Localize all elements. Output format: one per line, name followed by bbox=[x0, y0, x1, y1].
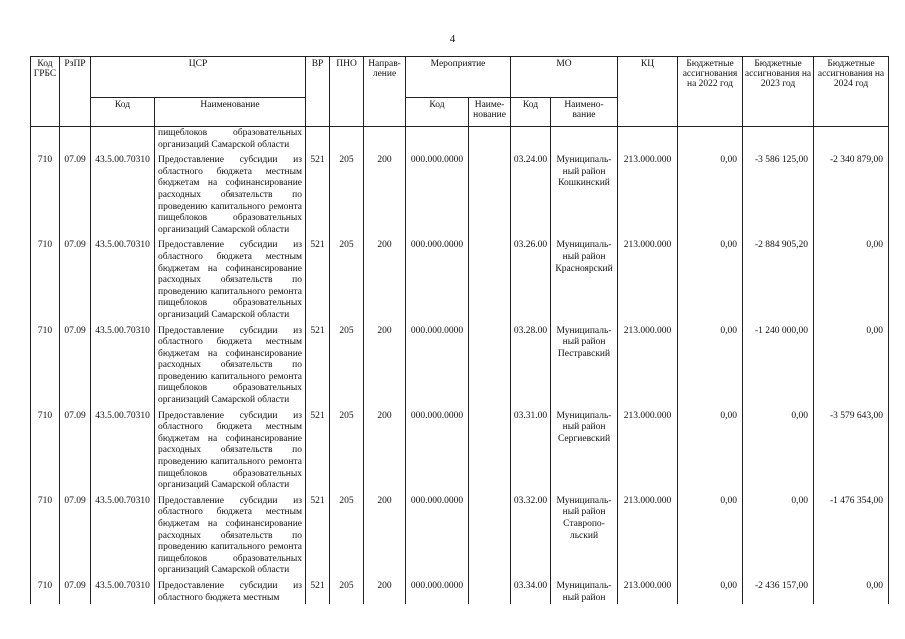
mo-name-cell: Муниципаль- ный район bbox=[551, 577, 618, 604]
table-row bbox=[31, 492, 889, 577]
budget-2023-cell: -3 586 125,00 bbox=[743, 151, 814, 236]
pno-cell: 205 bbox=[330, 492, 364, 577]
grbs-cell: 710 bbox=[31, 577, 60, 604]
rzpr-cell: 07.09 bbox=[60, 577, 91, 604]
grbs-cell: 710 bbox=[31, 236, 60, 321]
header-kod-grbs: Код ГРБС bbox=[31, 57, 60, 127]
csr-code-cell: 43.5.00.70310 bbox=[91, 492, 155, 577]
csr-name-cell: Предоставление субсидии из областного бюджета местным бюджетам на софинансирование расходных обязательств по проведению капитального ремонта пищеблоков образовательных организаций Самарской области bbox=[155, 236, 306, 321]
header-budget-2024: Бюджетные ассигнования на 2024 год bbox=[814, 57, 889, 127]
pno-cell: 205 bbox=[330, 151, 364, 236]
budget-2022-cell: 0,00 bbox=[678, 322, 743, 407]
direction-cell: 200 bbox=[364, 407, 406, 492]
mo-code-cell: 03.32.00 bbox=[511, 492, 551, 577]
rzpr-cell: 07.09 bbox=[60, 322, 91, 407]
event-code-cell: 000.000.0000 bbox=[406, 577, 469, 604]
kc-cell: 213.000.000 bbox=[618, 236, 678, 321]
csr-name-cell: Предоставление субсидии из областного бюджета местным бюджетам на софинансирование расходных обязательств по проведению капитального ремонта пищеблоков образовательных организаций Самарской области bbox=[155, 322, 306, 407]
budget-2024-cell: 0,00 bbox=[814, 236, 889, 321]
table-body bbox=[31, 127, 889, 605]
direction-cell: 200 bbox=[364, 492, 406, 577]
header-mo-name: Наимено- вание bbox=[551, 98, 618, 127]
mo-code-cell: 03.34.00 bbox=[511, 577, 551, 604]
vr-cell: 521 bbox=[306, 236, 330, 321]
header-event-name: Наиме- нование bbox=[469, 98, 511, 127]
budget-2023-cell: -2 884 905,20 bbox=[743, 236, 814, 321]
csr-name-cell: Предоставление субсидии из областного бюджета местным бюджетам на софинансирование расходных обязательств по проведению капитального ремонта пищеблоков образовательных организаций Самарской области bbox=[155, 407, 306, 492]
csr-code-cell: 43.5.00.70310 bbox=[91, 577, 155, 604]
budget-2024-cell: 0,00 bbox=[814, 577, 889, 604]
budget-2023-cell: 0,00 bbox=[743, 407, 814, 492]
header-budget-2022: Бюджетные ассигнования на 2022 год bbox=[678, 57, 743, 127]
table-row bbox=[31, 322, 889, 407]
table-row bbox=[31, 577, 889, 604]
budget-2022-cell: 0,00 bbox=[678, 492, 743, 577]
event-code-cell: 000.000.0000 bbox=[406, 151, 469, 236]
page-top-edge bbox=[0, 0, 905, 1]
event-name-cell bbox=[469, 236, 511, 321]
vr-cell: 521 bbox=[306, 492, 330, 577]
budget-2023-cell: -2 436 157,00 bbox=[743, 577, 814, 604]
header-vr: ВР bbox=[306, 57, 330, 127]
header-pno: ПНО bbox=[330, 57, 364, 127]
continuation-text: пищеблоков образовательных организаций Самарской области bbox=[155, 127, 306, 152]
csr-name-cell: Предоставление субсидии из областного бюджета местным бюджетам на софинансирование расходных обязательств по проведению капитального ремонта пищеблоков образовательных организаций Самарской области bbox=[155, 151, 306, 236]
rzpr-cell: 07.09 bbox=[60, 407, 91, 492]
vr-cell: 521 bbox=[306, 577, 330, 604]
csr-name-cell: Предоставление субсидии из областного бюджета местным bbox=[155, 577, 306, 604]
rzpr-cell: 07.09 bbox=[60, 492, 91, 577]
csr-name-cell: Предоставление субсидии из областного бюджета местным бюджетам на софинансирование расходных обязательств по проведению капитального ремонта пищеблоков образовательных организаций Самарской области bbox=[155, 492, 306, 577]
budget-2024-cell: 0,00 bbox=[814, 322, 889, 407]
budget-2024-cell: -3 579 643,00 bbox=[814, 407, 889, 492]
grbs-cell: 710 bbox=[31, 492, 60, 577]
mo-name-cell: Муниципаль- ный район Красноярский bbox=[551, 236, 618, 321]
mo-code-cell: 03.28.00 bbox=[511, 322, 551, 407]
grbs-cell: 710 bbox=[31, 322, 60, 407]
mo-name-cell: Муниципаль- ный район Пестравский bbox=[551, 322, 618, 407]
table-header bbox=[31, 57, 889, 127]
mo-code-cell: 03.26.00 bbox=[511, 236, 551, 321]
header-mo-kod: Код bbox=[511, 98, 551, 127]
event-name-cell bbox=[469, 322, 511, 407]
header-event-kod: Код bbox=[406, 98, 469, 127]
direction-cell: 200 bbox=[364, 322, 406, 407]
pno-cell: 205 bbox=[330, 236, 364, 321]
event-name-cell bbox=[469, 407, 511, 492]
kc-cell: 213.000.000 bbox=[618, 577, 678, 604]
pno-cell: 205 bbox=[330, 577, 364, 604]
csr-code-cell: 43.5.00.70310 bbox=[91, 322, 155, 407]
grbs-cell: 710 bbox=[31, 407, 60, 492]
header-rzpr: РзПР bbox=[60, 57, 91, 127]
direction-cell: 200 bbox=[364, 151, 406, 236]
csr-code-cell: 43.5.00.70310 bbox=[91, 151, 155, 236]
mo-name-cell: Муниципаль- ный район Ставропо- льский bbox=[551, 492, 618, 577]
vr-cell: 521 bbox=[306, 322, 330, 407]
budget-2022-cell: 0,00 bbox=[678, 577, 743, 604]
vr-cell: 521 bbox=[306, 151, 330, 236]
mo-code-cell: 03.31.00 bbox=[511, 407, 551, 492]
budget-2022-cell: 0,00 bbox=[678, 151, 743, 236]
kc-cell: 213.000.000 bbox=[618, 322, 678, 407]
kc-cell: 213.000.000 bbox=[618, 492, 678, 577]
mo-name-cell: Муниципаль- ный район Кошкинский bbox=[551, 151, 618, 236]
csr-code-cell: 43.5.00.70310 bbox=[91, 236, 155, 321]
event-code-cell: 000.000.0000 bbox=[406, 492, 469, 577]
csr-code-cell: 43.5.00.70310 bbox=[91, 407, 155, 492]
mo-name-cell: Муниципаль- ный район Сергиевский bbox=[551, 407, 618, 492]
header-csr-kod: Код bbox=[91, 98, 155, 127]
grbs-cell: 710 bbox=[31, 151, 60, 236]
event-code-cell: 000.000.0000 bbox=[406, 407, 469, 492]
header-event: Мероприятие bbox=[406, 57, 511, 98]
kc-cell: 213.000.000 bbox=[618, 151, 678, 236]
event-code-cell: 000.000.0000 bbox=[406, 236, 469, 321]
table-row bbox=[31, 236, 889, 321]
header-csr: ЦСР bbox=[91, 57, 306, 98]
continuation-row bbox=[31, 127, 889, 152]
event-name-cell bbox=[469, 151, 511, 236]
event-code-cell: 000.000.0000 bbox=[406, 322, 469, 407]
kc-cell: 213.000.000 bbox=[618, 407, 678, 492]
budget-2024-cell: -2 340 879,00 bbox=[814, 151, 889, 236]
header-csr-name: Наименование bbox=[155, 98, 306, 127]
direction-cell: 200 bbox=[364, 577, 406, 604]
mo-code-cell: 03.24.00 bbox=[511, 151, 551, 236]
event-name-cell bbox=[469, 492, 511, 577]
budget-2023-cell: -1 240 000,00 bbox=[743, 322, 814, 407]
vr-cell: 521 bbox=[306, 407, 330, 492]
header-kc: КЦ bbox=[618, 57, 678, 127]
header-direction: Направ- ление bbox=[364, 57, 406, 127]
table-row bbox=[31, 407, 889, 492]
budget-2022-cell: 0,00 bbox=[678, 407, 743, 492]
pno-cell: 205 bbox=[330, 407, 364, 492]
budget-2023-cell: 0,00 bbox=[743, 492, 814, 577]
page-number: 4 bbox=[449, 33, 456, 45]
pno-cell: 205 bbox=[330, 322, 364, 407]
budget-2022-cell: 0,00 bbox=[678, 236, 743, 321]
table-row bbox=[31, 151, 889, 236]
rzpr-cell: 07.09 bbox=[60, 236, 91, 321]
rzpr-cell: 07.09 bbox=[60, 151, 91, 236]
event-name-cell bbox=[469, 577, 511, 604]
header-mo: МО bbox=[511, 57, 618, 98]
budget-2024-cell: -1 476 354,00 bbox=[814, 492, 889, 577]
header-budget-2023: Бюджетные ассигнования на 2023 год bbox=[743, 57, 814, 127]
budget-table bbox=[30, 56, 889, 604]
direction-cell: 200 bbox=[364, 236, 406, 321]
